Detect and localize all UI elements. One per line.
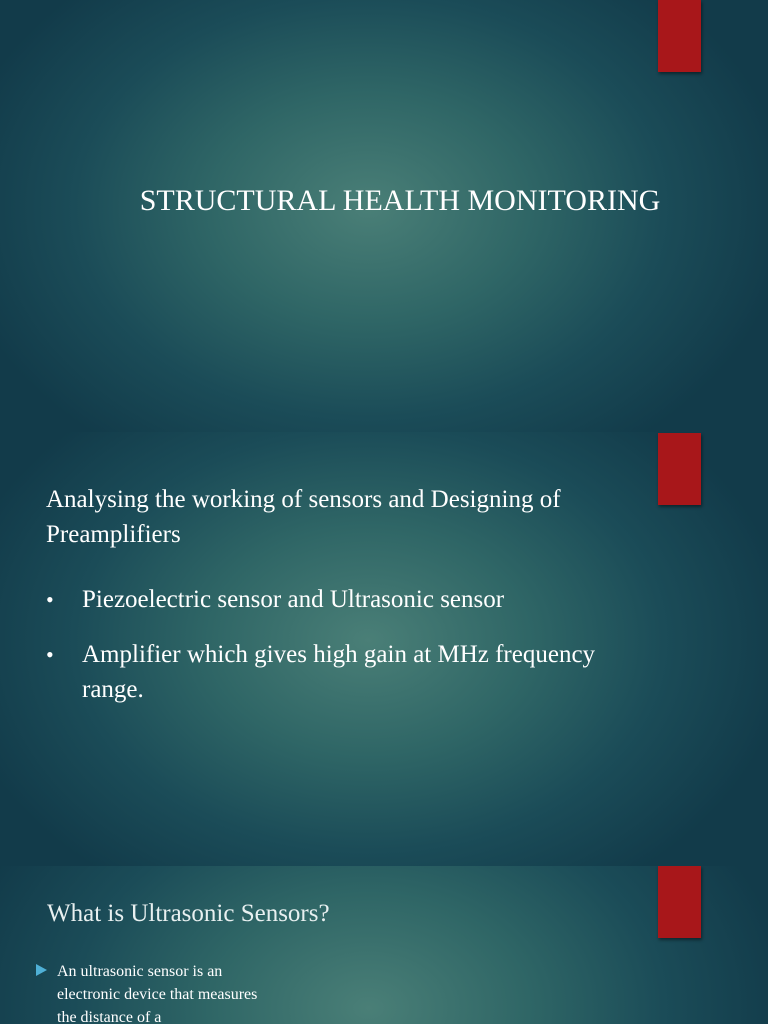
objective-list [46,582,606,727]
list-item [46,637,606,707]
slide-ultrasonic [0,866,768,1024]
bullet-dot-icon: • [46,587,54,612]
bullet-dot-icon: • [46,642,54,667]
triangle-bullet-icon [36,964,47,976]
slide-title-heading: STRUCTURAL HEALTH MONITORING [139,184,661,217]
list-item-text: Amplifier which gives high gain at MHz frequency range. [82,641,596,703]
list-item-text: Piezoelectric sensor and Ultrasonic sensor [82,586,505,613]
red-accent-tab [658,866,701,938]
slide-heading: What is Ultrasonic Sensors? [47,900,330,927]
slide-title [0,0,768,432]
red-accent-tab [658,433,701,505]
list-item [36,960,296,1024]
slide-objectives [0,432,768,866]
red-accent-tab [658,0,701,72]
list-item-text: An ultrasonic sensor is an electronic device that measures the distance of a [57,963,258,1024]
list-item [46,582,606,617]
objective-intro: Analysing the working of sensors and Designing of Preamplifiers [46,486,561,548]
